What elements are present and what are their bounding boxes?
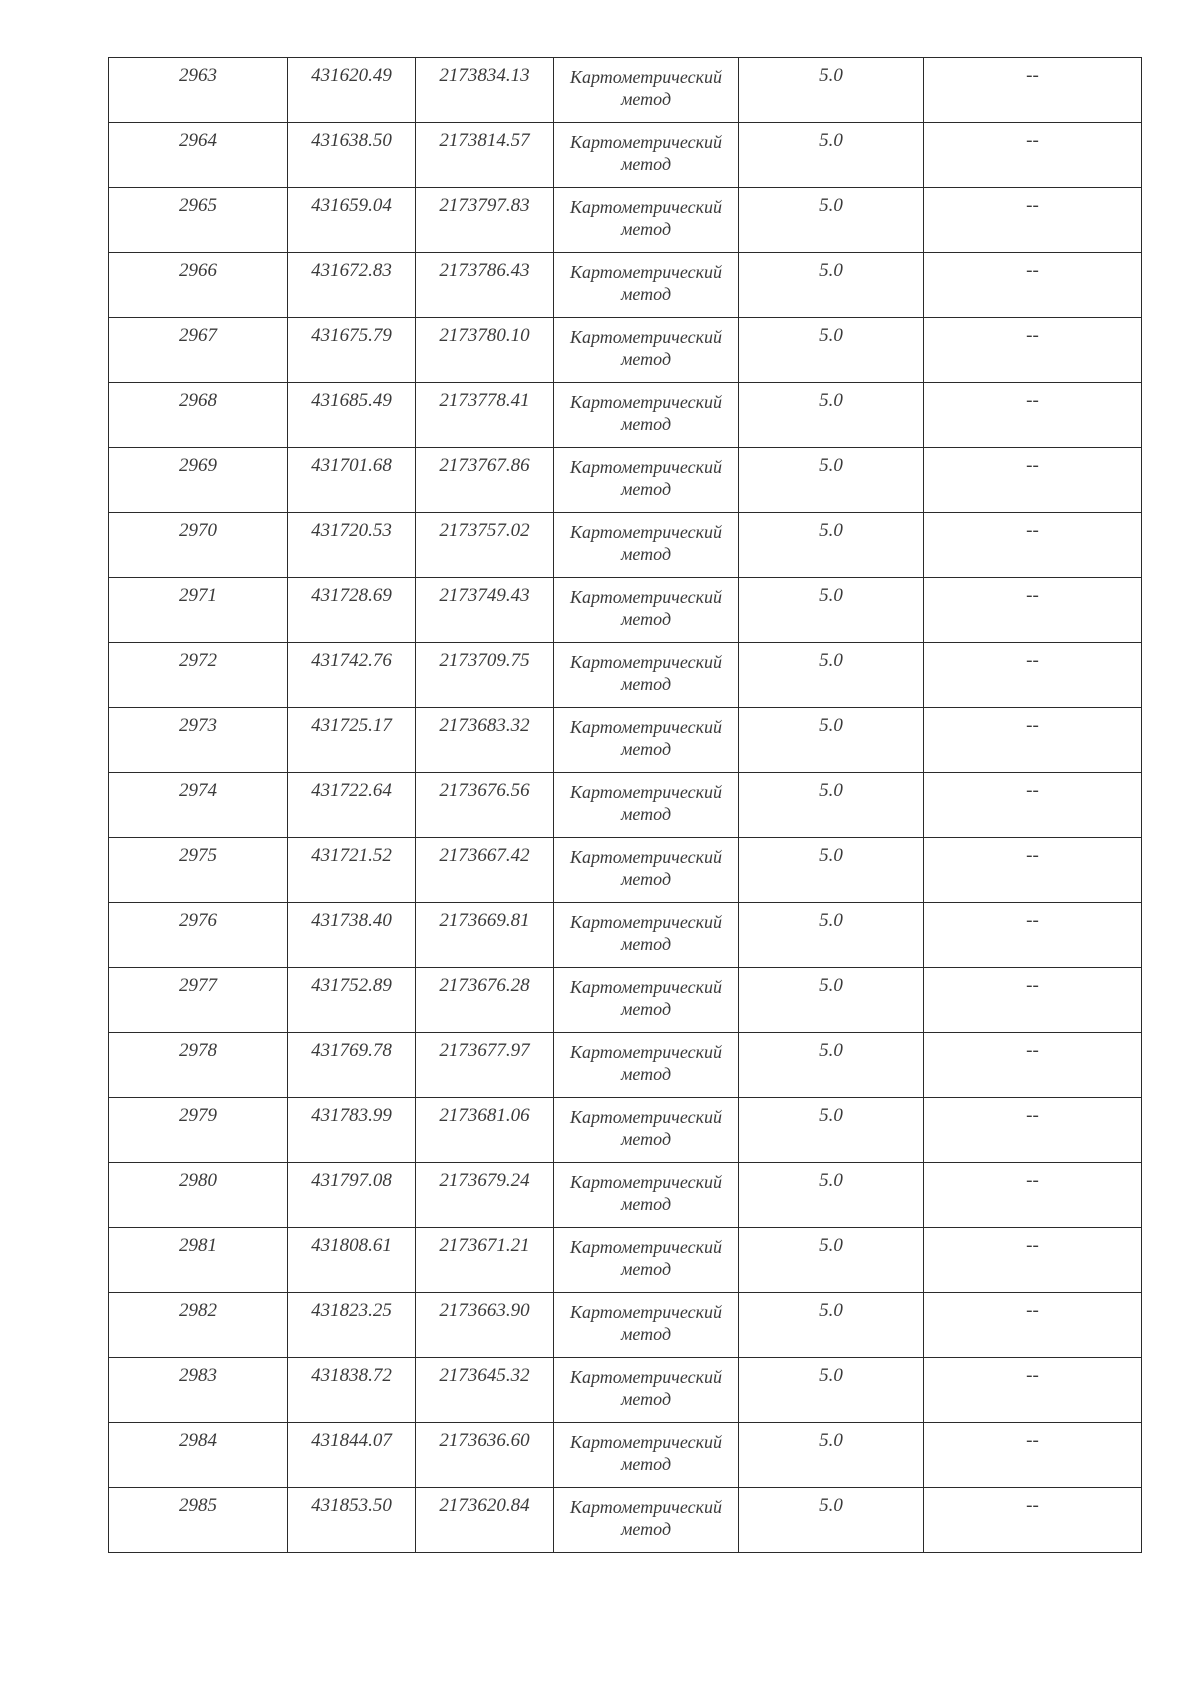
coordinate-x-cell: 431672.83 xyxy=(288,253,416,318)
method-cell: Картометрический метод xyxy=(554,708,739,773)
coordinate-y-cell: 2173709.75 xyxy=(416,643,554,708)
method-cell: Картометрический метод xyxy=(554,1488,739,1553)
coordinate-x-cell: 431722.64 xyxy=(288,773,416,838)
accuracy-cell: 5.0 xyxy=(739,318,924,383)
point-number-cell: 2968 xyxy=(109,383,288,448)
point-number-cell: 2973 xyxy=(109,708,288,773)
note-cell: -- xyxy=(924,903,1142,968)
table-row xyxy=(109,773,1142,838)
coordinate-y-cell: 2173749.43 xyxy=(416,578,554,643)
coordinate-y-cell: 2173834.13 xyxy=(416,58,554,123)
method-cell: Картометрический метод xyxy=(554,838,739,903)
note-cell: -- xyxy=(924,773,1142,838)
coordinate-x-cell: 431853.50 xyxy=(288,1488,416,1553)
coordinate-x-cell: 431675.79 xyxy=(288,318,416,383)
coordinate-y-cell: 2173683.32 xyxy=(416,708,554,773)
method-cell: Картометрический метод xyxy=(554,1293,739,1358)
point-number-cell: 2969 xyxy=(109,448,288,513)
point-number-cell: 2972 xyxy=(109,643,288,708)
point-number-cell: 2966 xyxy=(109,253,288,318)
point-number-cell: 2977 xyxy=(109,968,288,1033)
accuracy-cell: 5.0 xyxy=(739,1228,924,1293)
point-number-cell: 2965 xyxy=(109,188,288,253)
note-cell: -- xyxy=(924,708,1142,773)
point-number-cell: 2978 xyxy=(109,1033,288,1098)
table-row xyxy=(109,643,1142,708)
coordinates-table xyxy=(108,57,1142,1553)
note-cell: -- xyxy=(924,1163,1142,1228)
accuracy-cell: 5.0 xyxy=(739,253,924,318)
accuracy-cell: 5.0 xyxy=(739,578,924,643)
accuracy-cell: 5.0 xyxy=(739,903,924,968)
accuracy-cell: 5.0 xyxy=(739,1423,924,1488)
point-number-cell: 2982 xyxy=(109,1293,288,1358)
table-row xyxy=(109,1423,1142,1488)
note-cell: -- xyxy=(924,448,1142,513)
table-body xyxy=(109,58,1142,1553)
note-cell: -- xyxy=(924,1358,1142,1423)
note-cell: -- xyxy=(924,513,1142,578)
method-cell: Картометрический метод xyxy=(554,318,739,383)
note-cell: -- xyxy=(924,643,1142,708)
coordinate-y-cell: 2173778.41 xyxy=(416,383,554,448)
accuracy-cell: 5.0 xyxy=(739,773,924,838)
method-cell: Картометрический метод xyxy=(554,188,739,253)
method-cell: Картометрический метод xyxy=(554,1228,739,1293)
accuracy-cell: 5.0 xyxy=(739,1163,924,1228)
table-row xyxy=(109,513,1142,578)
note-cell: -- xyxy=(924,123,1142,188)
coordinate-x-cell: 431620.49 xyxy=(288,58,416,123)
table-row xyxy=(109,968,1142,1033)
coordinate-y-cell: 2173636.60 xyxy=(416,1423,554,1488)
method-cell: Картометрический метод xyxy=(554,513,739,578)
accuracy-cell: 5.0 xyxy=(739,1358,924,1423)
coordinate-y-cell: 2173645.32 xyxy=(416,1358,554,1423)
method-cell: Картометрический метод xyxy=(554,1033,739,1098)
note-cell: -- xyxy=(924,58,1142,123)
coordinate-y-cell: 2173679.24 xyxy=(416,1163,554,1228)
point-number-cell: 2971 xyxy=(109,578,288,643)
note-cell: -- xyxy=(924,188,1142,253)
accuracy-cell: 5.0 xyxy=(739,1293,924,1358)
coordinate-x-cell: 431752.89 xyxy=(288,968,416,1033)
note-cell: -- xyxy=(924,1228,1142,1293)
method-cell: Картометрический метод xyxy=(554,448,739,513)
table-row xyxy=(109,1163,1142,1228)
coordinate-x-cell: 431638.50 xyxy=(288,123,416,188)
point-number-cell: 2975 xyxy=(109,838,288,903)
point-number-cell: 2967 xyxy=(109,318,288,383)
note-cell: -- xyxy=(924,1423,1142,1488)
note-cell: -- xyxy=(924,1098,1142,1163)
coordinate-x-cell: 431685.49 xyxy=(288,383,416,448)
accuracy-cell: 5.0 xyxy=(739,968,924,1033)
method-cell: Картометрический метод xyxy=(554,903,739,968)
coordinate-y-cell: 2173676.28 xyxy=(416,968,554,1033)
coordinate-x-cell: 431783.99 xyxy=(288,1098,416,1163)
accuracy-cell: 5.0 xyxy=(739,383,924,448)
method-cell: Картометрический метод xyxy=(554,1423,739,1488)
accuracy-cell: 5.0 xyxy=(739,448,924,513)
method-cell: Картометрический метод xyxy=(554,643,739,708)
coordinate-y-cell: 2173620.84 xyxy=(416,1488,554,1553)
point-number-cell: 2974 xyxy=(109,773,288,838)
table-row xyxy=(109,188,1142,253)
note-cell: -- xyxy=(924,383,1142,448)
coordinate-x-cell: 431838.72 xyxy=(288,1358,416,1423)
point-number-cell: 2963 xyxy=(109,58,288,123)
table-row xyxy=(109,253,1142,318)
coordinate-x-cell: 431797.08 xyxy=(288,1163,416,1228)
coordinate-x-cell: 431769.78 xyxy=(288,1033,416,1098)
method-cell: Картометрический метод xyxy=(554,58,739,123)
coordinate-y-cell: 2173814.57 xyxy=(416,123,554,188)
coordinate-x-cell: 431823.25 xyxy=(288,1293,416,1358)
coordinate-x-cell: 431720.53 xyxy=(288,513,416,578)
coordinate-y-cell: 2173663.90 xyxy=(416,1293,554,1358)
method-cell: Картометрический метод xyxy=(554,123,739,188)
coordinate-y-cell: 2173767.86 xyxy=(416,448,554,513)
coordinate-x-cell: 431725.17 xyxy=(288,708,416,773)
coordinate-y-cell: 2173669.81 xyxy=(416,903,554,968)
point-number-cell: 2970 xyxy=(109,513,288,578)
table-row xyxy=(109,578,1142,643)
coordinate-x-cell: 431701.68 xyxy=(288,448,416,513)
note-cell: -- xyxy=(924,1033,1142,1098)
coordinate-x-cell: 431659.04 xyxy=(288,188,416,253)
point-number-cell: 2984 xyxy=(109,1423,288,1488)
note-cell: -- xyxy=(924,1488,1142,1553)
table-row xyxy=(109,708,1142,773)
method-cell: Картометрический метод xyxy=(554,1098,739,1163)
accuracy-cell: 5.0 xyxy=(739,643,924,708)
table-row xyxy=(109,318,1142,383)
note-cell: -- xyxy=(924,253,1142,318)
point-number-cell: 2979 xyxy=(109,1098,288,1163)
coordinate-y-cell: 2173677.97 xyxy=(416,1033,554,1098)
table-row xyxy=(109,1033,1142,1098)
method-cell: Картометрический метод xyxy=(554,1163,739,1228)
coordinate-y-cell: 2173786.43 xyxy=(416,253,554,318)
point-number-cell: 2983 xyxy=(109,1358,288,1423)
table-row xyxy=(109,58,1142,123)
coordinate-x-cell: 431721.52 xyxy=(288,838,416,903)
accuracy-cell: 5.0 xyxy=(739,188,924,253)
table-row xyxy=(109,1098,1142,1163)
point-number-cell: 2985 xyxy=(109,1488,288,1553)
table-row xyxy=(109,448,1142,513)
table-row xyxy=(109,123,1142,188)
coordinate-x-cell: 431844.07 xyxy=(288,1423,416,1488)
coordinate-x-cell: 431808.61 xyxy=(288,1228,416,1293)
coordinate-x-cell: 431742.76 xyxy=(288,643,416,708)
accuracy-cell: 5.0 xyxy=(739,1488,924,1553)
table-row xyxy=(109,1228,1142,1293)
method-cell: Картометрический метод xyxy=(554,578,739,643)
method-cell: Картометрический метод xyxy=(554,1358,739,1423)
table-row xyxy=(109,383,1142,448)
point-number-cell: 2964 xyxy=(109,123,288,188)
coordinate-y-cell: 2173757.02 xyxy=(416,513,554,578)
accuracy-cell: 5.0 xyxy=(739,123,924,188)
method-cell: Картометрический метод xyxy=(554,968,739,1033)
method-cell: Картометрический метод xyxy=(554,253,739,318)
note-cell: -- xyxy=(924,968,1142,1033)
note-cell: -- xyxy=(924,838,1142,903)
accuracy-cell: 5.0 xyxy=(739,58,924,123)
note-cell: -- xyxy=(924,1293,1142,1358)
table-row xyxy=(109,1488,1142,1553)
point-number-cell: 2980 xyxy=(109,1163,288,1228)
table-row xyxy=(109,838,1142,903)
table-row xyxy=(109,1293,1142,1358)
coordinate-y-cell: 2173671.21 xyxy=(416,1228,554,1293)
coordinate-x-cell: 431728.69 xyxy=(288,578,416,643)
note-cell: -- xyxy=(924,318,1142,383)
accuracy-cell: 5.0 xyxy=(739,1033,924,1098)
point-number-cell: 2976 xyxy=(109,903,288,968)
coordinate-x-cell: 431738.40 xyxy=(288,903,416,968)
accuracy-cell: 5.0 xyxy=(739,513,924,578)
accuracy-cell: 5.0 xyxy=(739,708,924,773)
coordinate-y-cell: 2173667.42 xyxy=(416,838,554,903)
coordinate-y-cell: 2173676.56 xyxy=(416,773,554,838)
coordinate-y-cell: 2173681.06 xyxy=(416,1098,554,1163)
accuracy-cell: 5.0 xyxy=(739,1098,924,1163)
note-cell: -- xyxy=(924,578,1142,643)
point-number-cell: 2981 xyxy=(109,1228,288,1293)
method-cell: Картометрический метод xyxy=(554,773,739,838)
accuracy-cell: 5.0 xyxy=(739,838,924,903)
table-row xyxy=(109,1358,1142,1423)
table-row xyxy=(109,903,1142,968)
coordinate-y-cell: 2173780.10 xyxy=(416,318,554,383)
coordinate-y-cell: 2173797.83 xyxy=(416,188,554,253)
method-cell: Картометрический метод xyxy=(554,383,739,448)
